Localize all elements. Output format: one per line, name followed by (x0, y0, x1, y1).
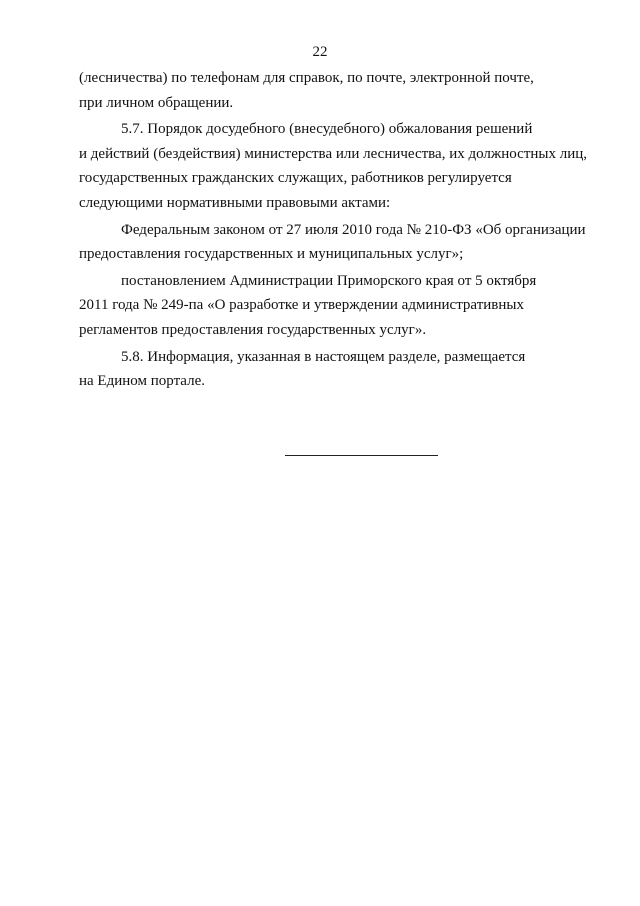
page-number: 22 (312, 44, 328, 60)
document-body (79, 66, 606, 394)
paragraph-continuation: (лесничества) по телефонам для справок, по почте, электронной почте, при личном обращении. (79, 70, 534, 111)
end-separator-line (285, 455, 438, 456)
paragraph-5-8: 5.8. Информация, указанная в настоящем разделе, размещается на Едином портале. (79, 348, 526, 390)
paragraph-federal-law: Федеральным законом от 27 июля 2010 года № 210-ФЗ «Об организации предоставления государственных и муниципальных услуг»; (79, 221, 586, 263)
paragraph-resolution: постановлением Администрации Приморского края от 5 октября 2011 года № 249-па «О разработке и утверждении административных регламентов предоставления государственных услуг». (79, 272, 537, 338)
paragraph-5-7: 5.7. Порядок досудебного (внесудебного) обжалования решений и действий (бездействия) министерства или лесничества, их должностных лиц, государственных гражданских служащих, работников регулируется следующими нормативными правовыми актами: (79, 121, 588, 211)
